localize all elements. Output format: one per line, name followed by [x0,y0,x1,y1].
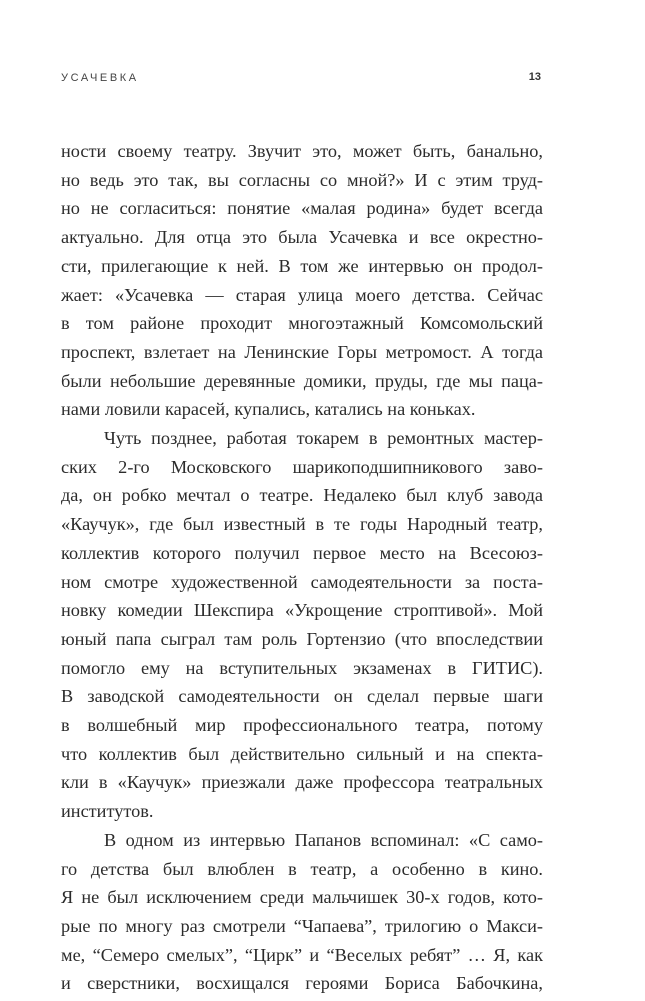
text-line: ме, “Семеро смелых”, “Цирк” и “Веселых ребят” … Я, как [61,944,543,965]
text-line: и сверстники, восхищался героями Бориса Бабочкина, [61,973,543,994]
text-line: нами ловили карасей, купались, катались на коньках. [61,399,476,420]
running-head: УСАЧЕВКА [61,72,139,84]
text-line: юный папа сыграл там роль Гортензио (что впоследствии [61,628,543,649]
text-line: новку комедии Шекспира «Укрощение строптивой». Мой [61,600,543,621]
text-line: но ведь это так, вы согласны со мной?» И с этим труд- [61,169,543,190]
text-line: го детства был влюблен в театр, а особенно в кино. [61,858,543,879]
text-line: но не согласиться: понятие «малая родина» будет всегда [61,198,543,219]
text-line: ности своему театру. Звучит это, может быть, банально, [61,141,543,161]
text-line: ном смотре художественной самодеятельности за поста- [61,571,543,592]
text-line: рые по многу раз смотрели “Чапаева”, трилогию о Макси- [61,915,543,936]
page-number: 13 [528,71,541,83]
text-line: сти, прилегающие к ней. В том же интервью он продол- [61,255,543,276]
text-line: коллектив которого получил первое место на Всесоюз- [61,542,543,563]
text-line: «Каучук», где был известный в те годы Народный театр, [61,514,543,535]
text-line: актуально. Для отца это была Усачевка и все окрестно- [61,227,543,248]
text-line: кли в «Каучук» приезжали даже профессора театральных [61,772,543,793]
paragraph-3 [61,826,543,998]
paragraph-1 [61,137,543,424]
text-line: проспект, взлетает на Ленинские Горы метромост. А тогда [61,341,543,362]
text-line: в волшебный мир профессионального театра, потому [61,715,543,736]
text-line: в том районе проходит многоэтажный Комсомольский [61,313,543,334]
text-line: жает: «Усачевка — старая улица моего детства. Сейчас [61,284,543,305]
text-line: Я не был исключением среди мальчишек 30-х годов, кото- [61,887,543,908]
text-line: институтов. [61,801,154,822]
text-line: были небольшие деревянные домики, пруды, где мы паца- [61,370,543,391]
text-line: Чуть позднее, работая токарем в ремонтных мастер- [104,428,543,449]
text-line: ских 2-го Московского шарикоподшипникового заво- [61,456,543,477]
paragraph-2 [61,424,543,826]
text-body [61,137,543,998]
text-line: В одном из интервью Папанов вспоминал: «С само- [104,829,543,850]
text-line: да, он робко мечтал о театре. Недалеко был клуб завода [61,485,543,506]
text-line: В заводской самодеятельности он сделал первые шаги [61,686,543,707]
text-line: помогло ему на вступительных экзаменах в ГИТИС). [61,657,543,678]
text-line: что коллектив был действительно сильный и на спекта- [61,743,543,764]
